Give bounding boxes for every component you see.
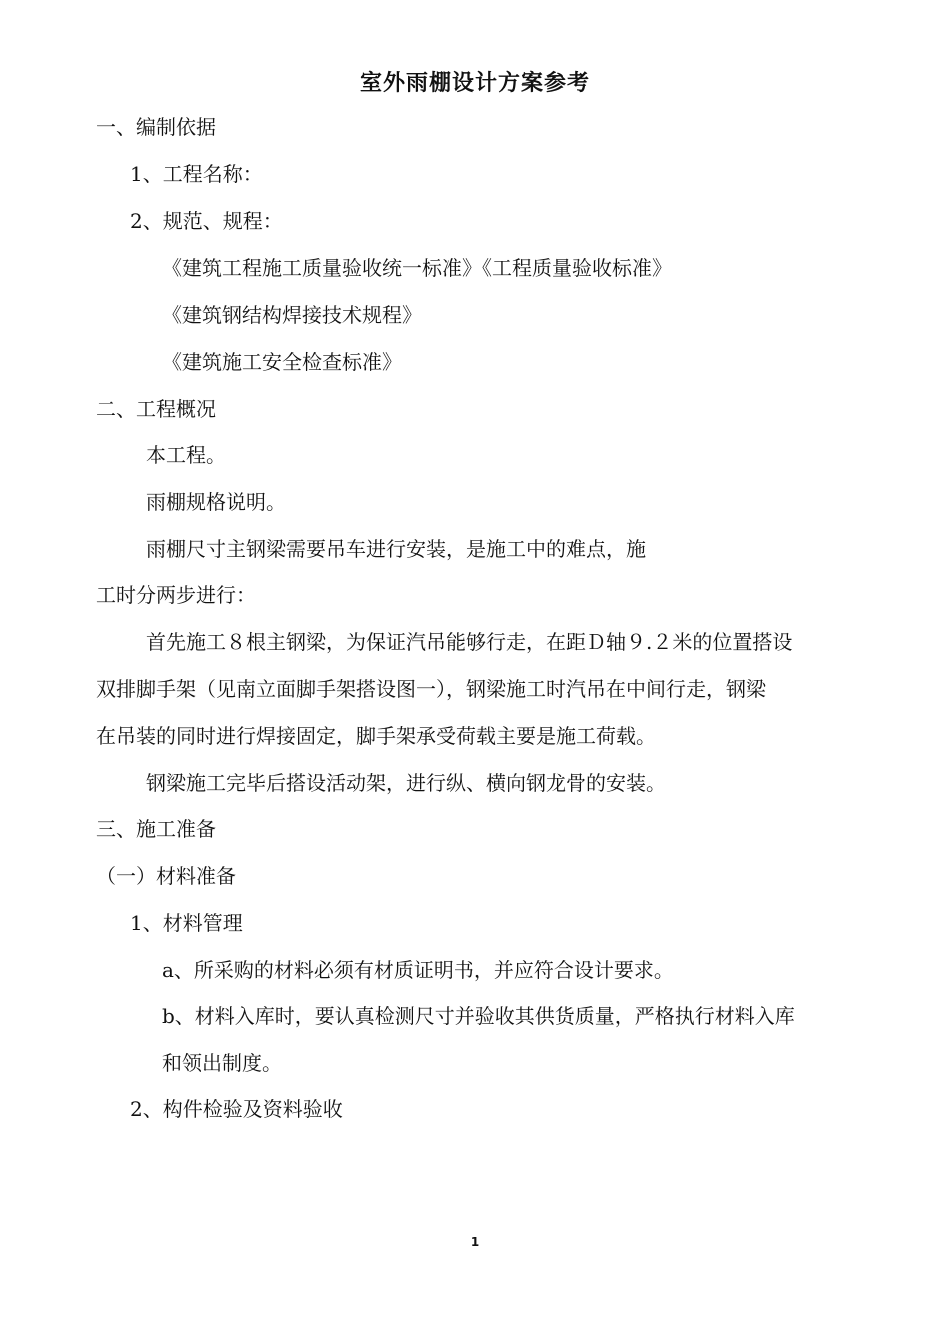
section-heading-basis: 一、编制依据 (96, 115, 216, 139)
section-heading-overview: 二、工程概况 (96, 397, 216, 421)
material-rule-b-line-1: b、材料入库时，要认真检测尺寸并验收其供货质量，严格执行材料入库 (162, 1004, 795, 1028)
item-project-name: 1、工程名称： (130, 162, 263, 186)
item-codes-regulations: 2、规范、规程： (130, 209, 283, 233)
overview-paragraph-4-line-3: 在吊装的同时进行焊接固定，脚手架承受荷载主要是施工荷载。 (96, 724, 656, 748)
overview-paragraph-3-line-2: 工时分两步进行： (96, 583, 256, 607)
standard-list-line-1: 《建筑工程施工质量验收统一标准》《工程质量验收标准》 (162, 256, 672, 280)
overview-paragraph-4-line-2: 双排脚手架（见南立面脚手架搭设图一），钢梁施工时汽吊在中间行走，钢梁 (96, 677, 766, 701)
overview-paragraph-5: 钢梁施工完毕后搭设活动架，进行纵、横向钢龙骨的安装。 (146, 771, 666, 795)
overview-paragraph-2: 雨棚规格说明。 (146, 490, 286, 514)
section-heading-preparation: 三、施工准备 (96, 817, 216, 841)
overview-paragraph-1: 本工程。 (146, 443, 226, 467)
material-rule-a: a、所采购的材料必须有材质证明书，并应符合设计要求。 (162, 958, 674, 982)
overview-paragraph-4-line-1: 首先施工８根主钢梁，为保证汽吊能够行走，在距Ｄ轴９.２米的位置搭设 (146, 630, 793, 654)
item-material-management: 1、材料管理 (130, 911, 243, 935)
item-component-inspection: 2、构件检验及资料验收 (130, 1097, 343, 1121)
page-number: 1 (470, 1235, 480, 1249)
standard-list-line-2: 《建筑钢结构焊接技术规程》 (162, 303, 422, 327)
document-title: 室外雨棚设计方案参考 (359, 71, 590, 96)
overview-paragraph-3-line-1: 雨棚尺寸主钢梁需要吊车进行安装，是施工中的难点，施 (146, 537, 646, 561)
material-rule-b-line-2: 和领出制度。 (162, 1051, 282, 1075)
standard-list-line-3: 《建筑施工安全检查标准》 (162, 350, 402, 374)
subsection-material-prep: （一）材料准备 (96, 864, 236, 888)
